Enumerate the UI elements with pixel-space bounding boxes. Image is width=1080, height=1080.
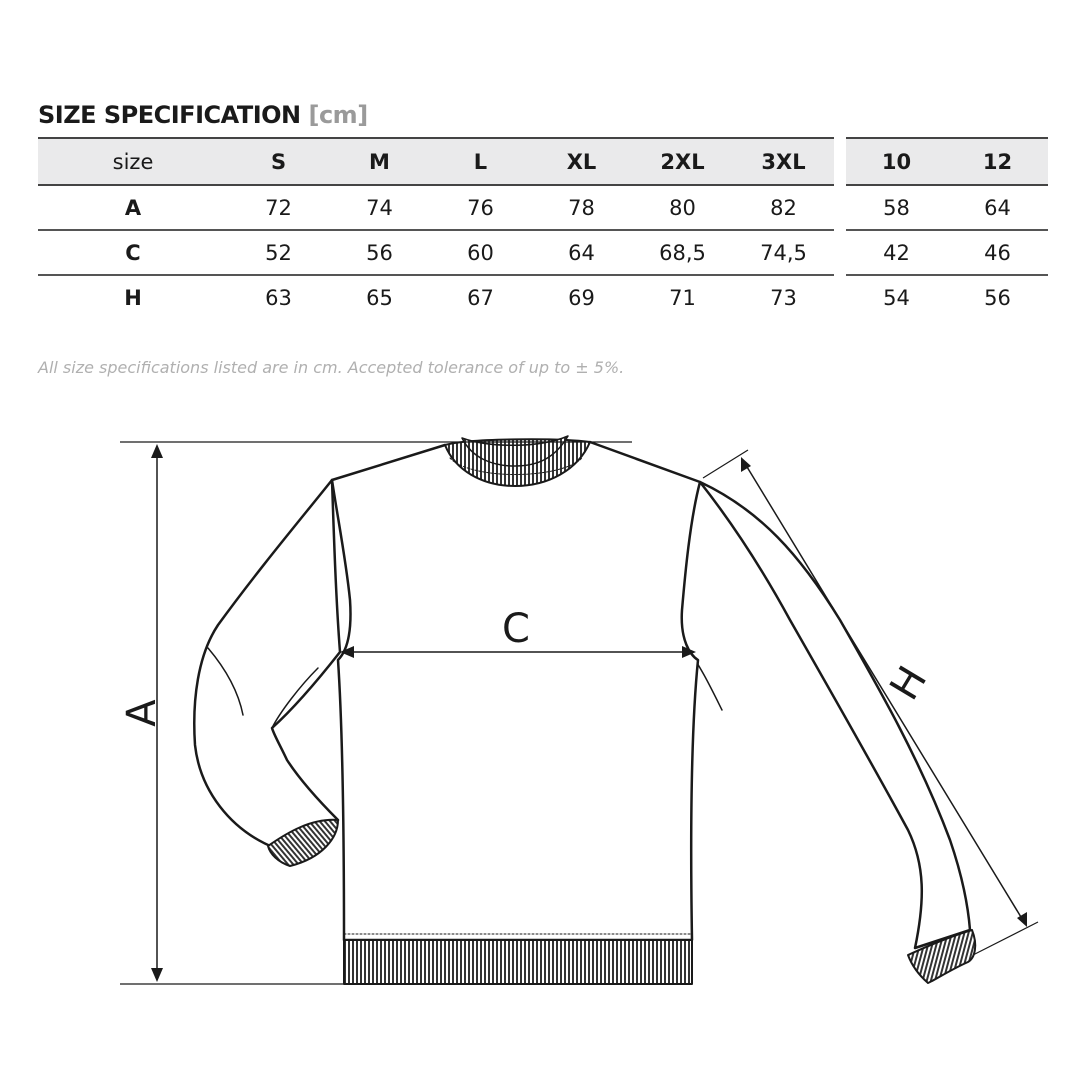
size-header-xl: XL bbox=[531, 138, 632, 185]
row-label: H bbox=[124, 285, 142, 310]
table-cell: 80 bbox=[632, 185, 733, 230]
size-header-l: L bbox=[430, 138, 531, 185]
tolerance-note: All size specifications listed are in cm. Accepted tolerance of up to ± 5%. bbox=[38, 358, 625, 377]
table-cell: 74 bbox=[329, 185, 430, 230]
title-text: SIZE SPECIFICATION bbox=[38, 101, 301, 129]
size-header-3xl: 3XL bbox=[733, 138, 834, 185]
table-cell: 64 bbox=[947, 185, 1048, 230]
label-a: A bbox=[119, 699, 165, 727]
sweatshirt-body bbox=[332, 442, 700, 940]
size-header-10: 10 bbox=[846, 138, 947, 185]
size-header-s: S bbox=[228, 138, 329, 185]
table-cell: 74,5 bbox=[733, 230, 834, 275]
table-cell: 78 bbox=[531, 185, 632, 230]
label-c: C bbox=[502, 606, 530, 652]
table-cell: 56 bbox=[984, 285, 1011, 310]
hem-rib bbox=[344, 940, 692, 984]
title-unit: [cm] bbox=[308, 101, 368, 129]
table-cell: 56 bbox=[329, 230, 430, 275]
sweatshirt-outline bbox=[194, 436, 975, 984]
left-sleeve bbox=[194, 480, 340, 848]
table-cell: 69 bbox=[568, 285, 595, 310]
size-header-label: size bbox=[38, 138, 228, 185]
table-cell: 52 bbox=[228, 230, 329, 275]
size-header-2xl: 2XL bbox=[632, 138, 733, 185]
table-cell: 42 bbox=[846, 230, 947, 275]
right-sleeve bbox=[700, 482, 970, 948]
table-cell: 67 bbox=[467, 285, 494, 310]
table-cell: 68,5 bbox=[632, 230, 733, 275]
table-cell: 76 bbox=[430, 185, 531, 230]
table-cell: 46 bbox=[947, 230, 1048, 275]
row-label: C bbox=[38, 230, 228, 275]
table-cell: 72 bbox=[228, 185, 329, 230]
table-cell: 63 bbox=[265, 285, 292, 310]
row-label: A bbox=[38, 185, 228, 230]
label-h: H bbox=[881, 658, 937, 709]
table-cell: 82 bbox=[733, 185, 834, 230]
table-cell: 58 bbox=[846, 185, 947, 230]
size-header-m: M bbox=[329, 138, 430, 185]
table-cell: 71 bbox=[669, 285, 696, 310]
table-cell: 64 bbox=[531, 230, 632, 275]
table-cell: 60 bbox=[430, 230, 531, 275]
size-header-12: 12 bbox=[947, 138, 1048, 185]
table-cell: 54 bbox=[883, 285, 910, 310]
table-cell: 73 bbox=[770, 285, 797, 310]
table-cell: 65 bbox=[366, 285, 393, 310]
